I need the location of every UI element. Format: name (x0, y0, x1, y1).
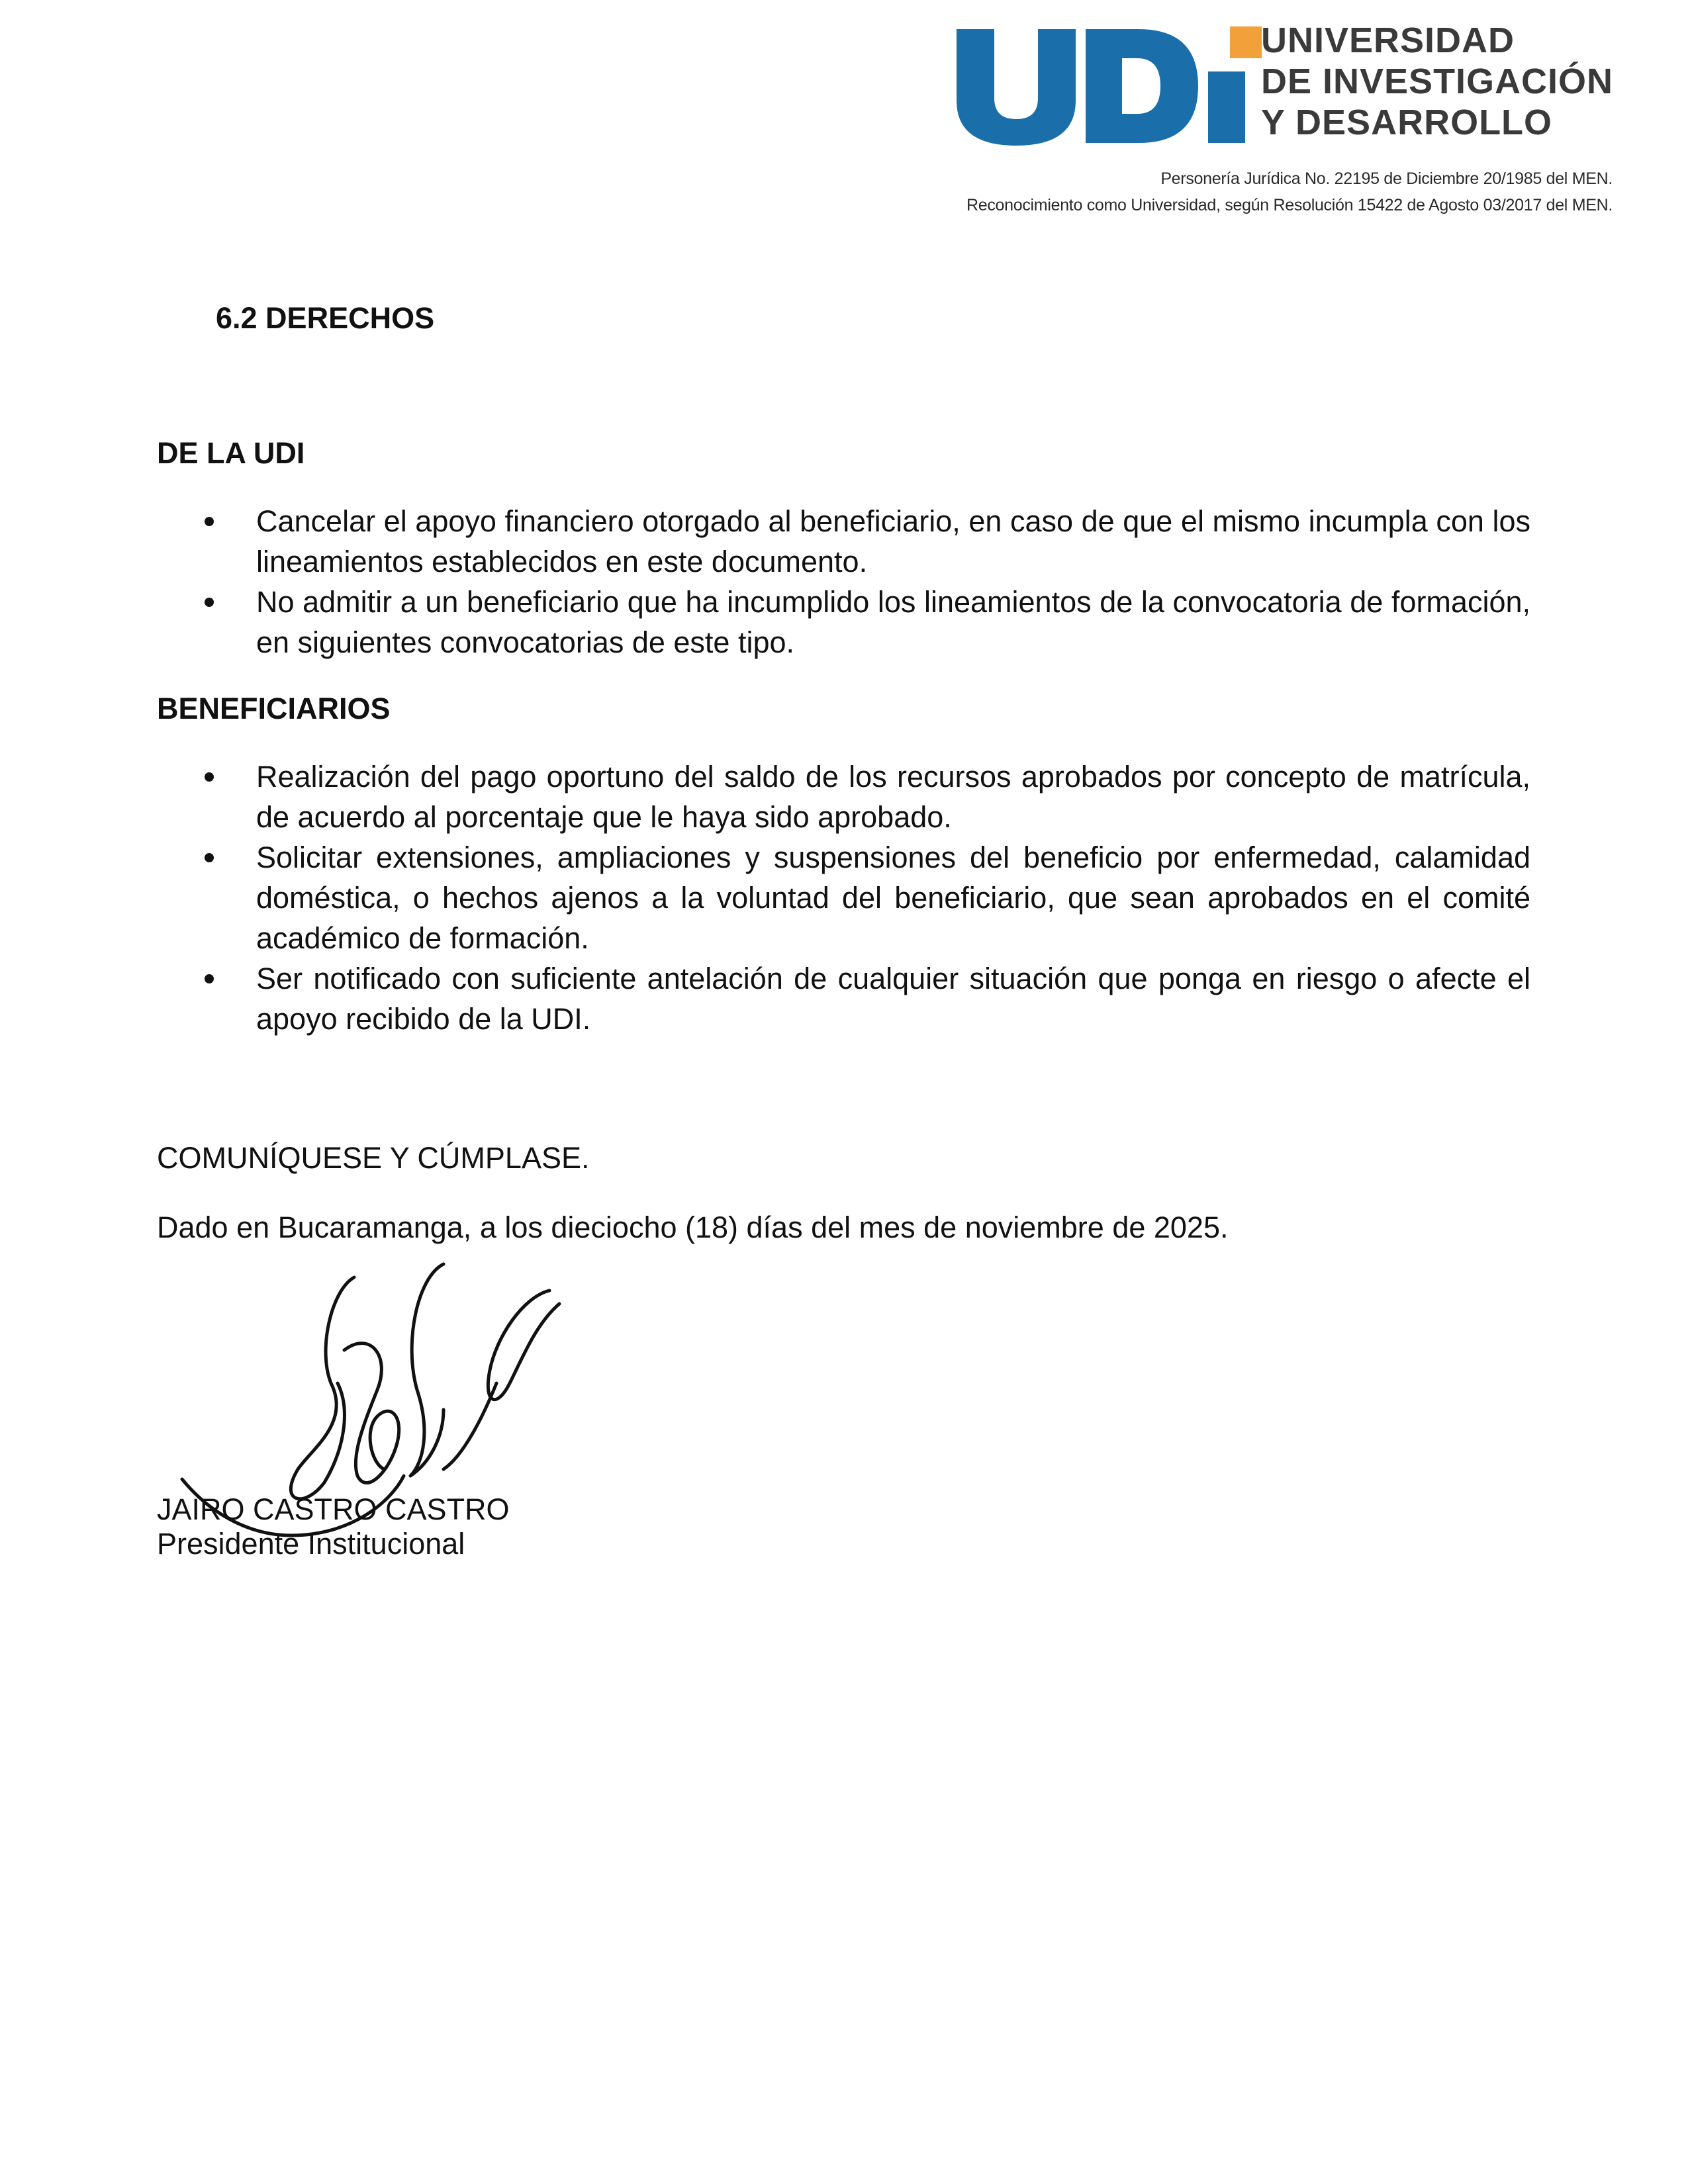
bullet-icon (205, 598, 214, 607)
university-name-line: DE INVESTIGACIÓN (1261, 62, 1614, 101)
list-item-text: Ser notificado con suficiente antelación de cualquier situación que ponga en riesgo o afecte el apoyo recibido de la UDI. (256, 962, 1530, 1036)
section-title: 6.2 DERECHOS (216, 301, 435, 335)
bullet-icon (205, 974, 214, 983)
date-place-statement: Dado en Bucaramanga, a los dieciocho (18) días del mes de noviembre de 2025. (157, 1210, 1229, 1244)
list-item (157, 501, 1530, 582)
bullet-icon (205, 772, 214, 782)
logo-orange-square (1230, 26, 1262, 58)
signature-stroke (291, 1277, 354, 1499)
signature-stroke (344, 1343, 399, 1483)
signer-name: JAIRO CASTRO CASTRO (157, 1492, 510, 1526)
udi-rights-list (157, 501, 1530, 662)
handwritten-signature (152, 1251, 616, 1595)
list-item-text: Cancelar el apoyo financiero otorgado al beneficiario, en caso de que el mismo incumpla con los lineamientos establecidos en este documento. (256, 504, 1530, 578)
list-item-text: Realización del pago oportuno del saldo de los recursos aprobados por concepto de matrícula, de acuerdo al porcentaje que le haya sido aprobado. (256, 760, 1530, 834)
bullet-icon (205, 853, 214, 862)
legal-line: Personería Jurídica No. 22195 de Diciembre 20/1985 del MEN. (1160, 169, 1613, 188)
document-body (157, 433, 1530, 1039)
beneficiarios-heading: BENEFICIARIOS (157, 692, 391, 725)
signature-stroke (410, 1264, 444, 1476)
list-item (157, 837, 1530, 958)
signer-title: Presidente Institucional (157, 1527, 465, 1561)
list-item (157, 756, 1530, 837)
bullet-icon (205, 517, 214, 526)
udi-heading: DE LA UDI (157, 436, 305, 470)
signature-stroke (488, 1291, 559, 1400)
list-item-text: Solicitar extensiones, ampliaciones y suspensiones del beneficio por enfermedad, calamidad doméstica, o hechos ajenos a la voluntad del beneficiario, que sean aprobados en el comité académico de formación. (256, 841, 1530, 955)
list-item-text: No admitir a un beneficiario que ha incumplido los lineamientos de la convocatoria de formación, en siguientes convocatorias de este tipo. (256, 585, 1530, 659)
university-name (1261, 20, 1632, 143)
legal-notice (966, 165, 1613, 218)
logo-letter-d (1086, 29, 1198, 143)
university-name-line: UNIVERSIDAD (1261, 21, 1515, 60)
beneficiarios-rights-list (157, 756, 1530, 1039)
list-item (157, 582, 1530, 662)
list-item (157, 958, 1530, 1039)
logo-letter-i (1208, 71, 1245, 143)
udi-logo (953, 20, 1628, 152)
udi-logo-mark (953, 20, 1284, 146)
logo-letter-u (957, 29, 1076, 146)
legal-line: Reconocimiento como Universidad, según Resolución 15422 de Agosto 03/2017 del MEN. (966, 196, 1613, 214)
university-name-line: Y DESARROLLO (1261, 103, 1553, 142)
closing-statement: COMUNÍQUESE Y CÚMPLASE. (157, 1141, 590, 1175)
